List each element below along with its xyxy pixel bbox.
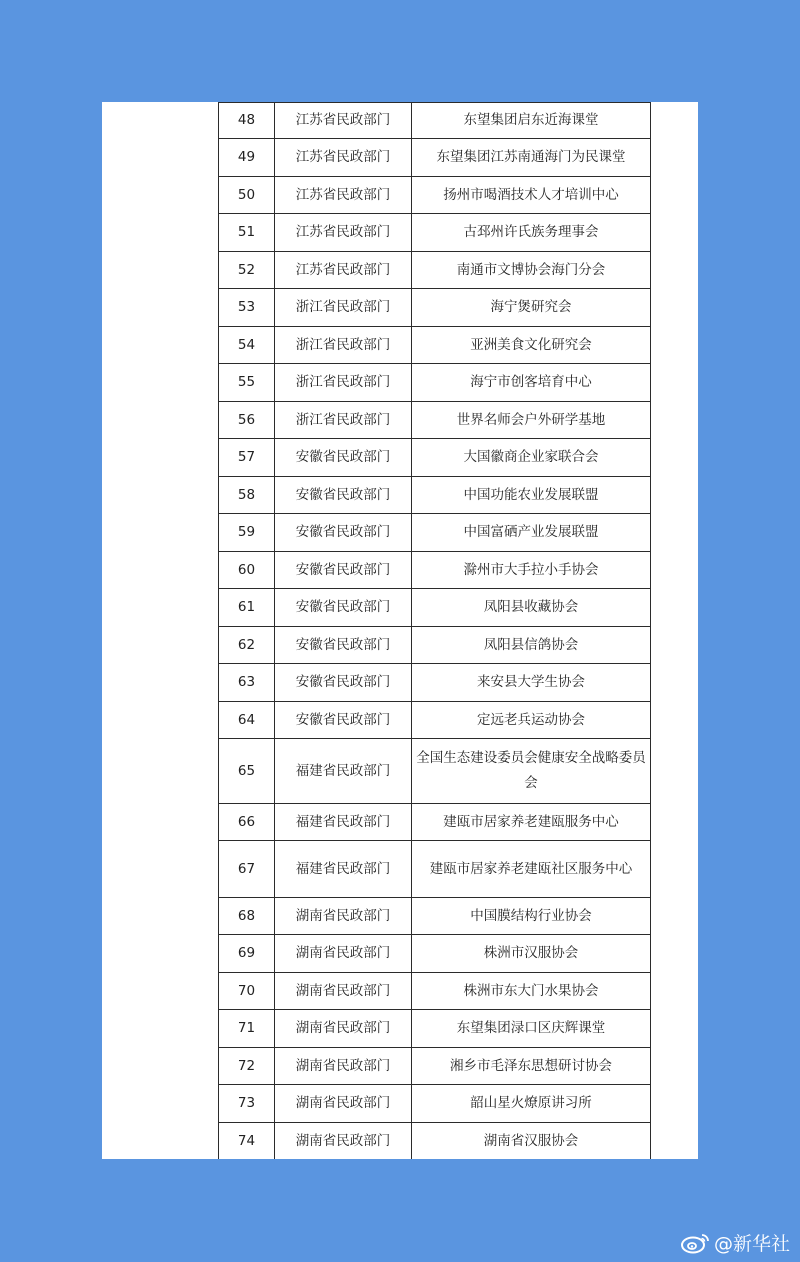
department-cell: 安徽省民政部门 — [275, 702, 412, 739]
department-cell: 湖南省民政部门 — [275, 1010, 412, 1048]
table-row — [219, 252, 651, 289]
department-cell: 江苏省民政部门 — [275, 139, 412, 177]
table-row — [219, 552, 651, 589]
row-number: 74 — [219, 1123, 275, 1160]
department-cell: 安徽省民政部门 — [275, 627, 412, 664]
table-row — [219, 139, 651, 177]
table-row — [219, 289, 651, 327]
department-cell: 江苏省民政部门 — [275, 103, 412, 139]
row-number: 56 — [219, 402, 275, 439]
row-number: 53 — [219, 289, 275, 327]
organization-name-cell: 中国膜结构行业协会 — [412, 898, 651, 935]
department-cell: 福建省民政部门 — [275, 804, 412, 841]
organization-name-cell: 建瓯市居家养老建瓯社区服务中心 — [412, 841, 651, 898]
row-number: 60 — [219, 552, 275, 589]
table-row — [219, 1085, 651, 1123]
department-cell: 福建省民政部门 — [275, 841, 412, 898]
organization-name-cell: 湘乡市毛泽东思想研讨协会 — [412, 1048, 651, 1085]
organization-name-cell: 世界名师会户外研学基地 — [412, 402, 651, 439]
department-cell: 安徽省民政部门 — [275, 439, 412, 477]
weibo-icon — [680, 1232, 710, 1254]
row-number: 71 — [219, 1010, 275, 1048]
row-number: 58 — [219, 477, 275, 514]
row-number: 61 — [219, 589, 275, 627]
table-row — [219, 739, 651, 804]
table-row — [219, 1123, 651, 1160]
table-row — [219, 214, 651, 252]
illegal-org-table — [218, 102, 651, 1159]
organization-name-cell: 海宁煲研究会 — [412, 289, 651, 327]
row-number: 65 — [219, 739, 275, 804]
organization-name-cell: 古邳州许氏族务理事会 — [412, 214, 651, 252]
department-cell: 湖南省民政部门 — [275, 898, 412, 935]
organization-name-cell: 湖南省汉服协会 — [412, 1123, 651, 1160]
document-page — [102, 102, 698, 1159]
row-number: 48 — [219, 103, 275, 139]
row-number: 66 — [219, 804, 275, 841]
department-cell: 安徽省民政部门 — [275, 589, 412, 627]
table-row — [219, 327, 651, 364]
table-row — [219, 702, 651, 739]
organization-name-cell: 亚洲美食文化研究会 — [412, 327, 651, 364]
table-row — [219, 477, 651, 514]
table-row — [219, 514, 651, 552]
department-cell: 浙江省民政部门 — [275, 402, 412, 439]
table-row — [219, 439, 651, 477]
organization-name-cell: 建瓯市居家养老建瓯服务中心 — [412, 804, 651, 841]
department-cell: 湖南省民政部门 — [275, 1085, 412, 1123]
table-row — [219, 103, 651, 139]
department-cell: 安徽省民政部门 — [275, 514, 412, 552]
table-row — [219, 1048, 651, 1085]
table-row — [219, 589, 651, 627]
organization-name-cell: 株洲市东大门水果协会 — [412, 973, 651, 1010]
table-row — [219, 627, 651, 664]
organization-name-cell: 定远老兵运动协会 — [412, 702, 651, 739]
department-cell: 湖南省民政部门 — [275, 973, 412, 1010]
table-row — [219, 973, 651, 1010]
organization-name-cell: 东望集团渌口区庆辉课堂 — [412, 1010, 651, 1048]
department-cell: 安徽省民政部门 — [275, 477, 412, 514]
table-row — [219, 935, 651, 973]
department-cell: 浙江省民政部门 — [275, 289, 412, 327]
row-number: 57 — [219, 439, 275, 477]
row-number: 62 — [219, 627, 275, 664]
row-number: 51 — [219, 214, 275, 252]
row-number: 73 — [219, 1085, 275, 1123]
row-number: 50 — [219, 177, 275, 214]
department-cell: 安徽省民政部门 — [275, 664, 412, 702]
row-number: 67 — [219, 841, 275, 898]
organization-name-cell: 南通市文博协会海门分会 — [412, 252, 651, 289]
department-cell: 湖南省民政部门 — [275, 935, 412, 973]
row-number: 52 — [219, 252, 275, 289]
table-row — [219, 841, 651, 898]
organization-name-cell: 扬州市喝酒技术人才培训中心 — [412, 177, 651, 214]
organization-name-cell: 凤阳县收藏协会 — [412, 589, 651, 627]
table-body — [219, 103, 651, 1160]
row-number: 64 — [219, 702, 275, 739]
department-cell: 浙江省民政部门 — [275, 327, 412, 364]
watermark-text: @新华社 — [713, 1233, 790, 1255]
department-cell: 湖南省民政部门 — [275, 1123, 412, 1160]
row-number: 59 — [219, 514, 275, 552]
row-number: 54 — [219, 327, 275, 364]
row-number: 49 — [219, 139, 275, 177]
organization-name-cell: 东望集团江苏南通海门为民课堂 — [412, 139, 651, 177]
department-cell: 安徽省民政部门 — [275, 552, 412, 589]
organization-name-cell: 中国富硒产业发展联盟 — [412, 514, 651, 552]
row-number: 72 — [219, 1048, 275, 1085]
department-cell: 江苏省民政部门 — [275, 177, 412, 214]
table-row — [219, 1010, 651, 1048]
organization-name-cell: 滁州市大手拉小手协会 — [412, 552, 651, 589]
row-number: 70 — [219, 973, 275, 1010]
organization-name-cell: 来安县大学生协会 — [412, 664, 651, 702]
table-row — [219, 402, 651, 439]
table-row — [219, 804, 651, 841]
department-cell: 浙江省民政部门 — [275, 364, 412, 402]
row-number: 63 — [219, 664, 275, 702]
table-row — [219, 364, 651, 402]
row-number: 69 — [219, 935, 275, 973]
department-cell: 江苏省民政部门 — [275, 214, 412, 252]
row-number: 68 — [219, 898, 275, 935]
table-row — [219, 664, 651, 702]
table-row — [219, 177, 651, 214]
table-row — [219, 898, 651, 935]
source-watermark — [680, 1229, 790, 1256]
organization-name-cell: 东望集团启东近海课堂 — [412, 103, 651, 139]
organization-name-cell: 全国生态建设委员会健康安全战略委员会 — [412, 739, 651, 804]
organization-name-cell: 海宁市创客培育中心 — [412, 364, 651, 402]
organization-name-cell: 韶山星火燎原讲习所 — [412, 1085, 651, 1123]
department-cell: 福建省民政部门 — [275, 739, 412, 804]
organization-name-cell: 中国功能农业发展联盟 — [412, 477, 651, 514]
department-cell: 江苏省民政部门 — [275, 252, 412, 289]
organization-name-cell: 大国徽商企业家联合会 — [412, 439, 651, 477]
department-cell: 湖南省民政部门 — [275, 1048, 412, 1085]
organization-name-cell: 株洲市汉服协会 — [412, 935, 651, 973]
organization-name-cell: 凤阳县信鸽协会 — [412, 627, 651, 664]
row-number: 55 — [219, 364, 275, 402]
